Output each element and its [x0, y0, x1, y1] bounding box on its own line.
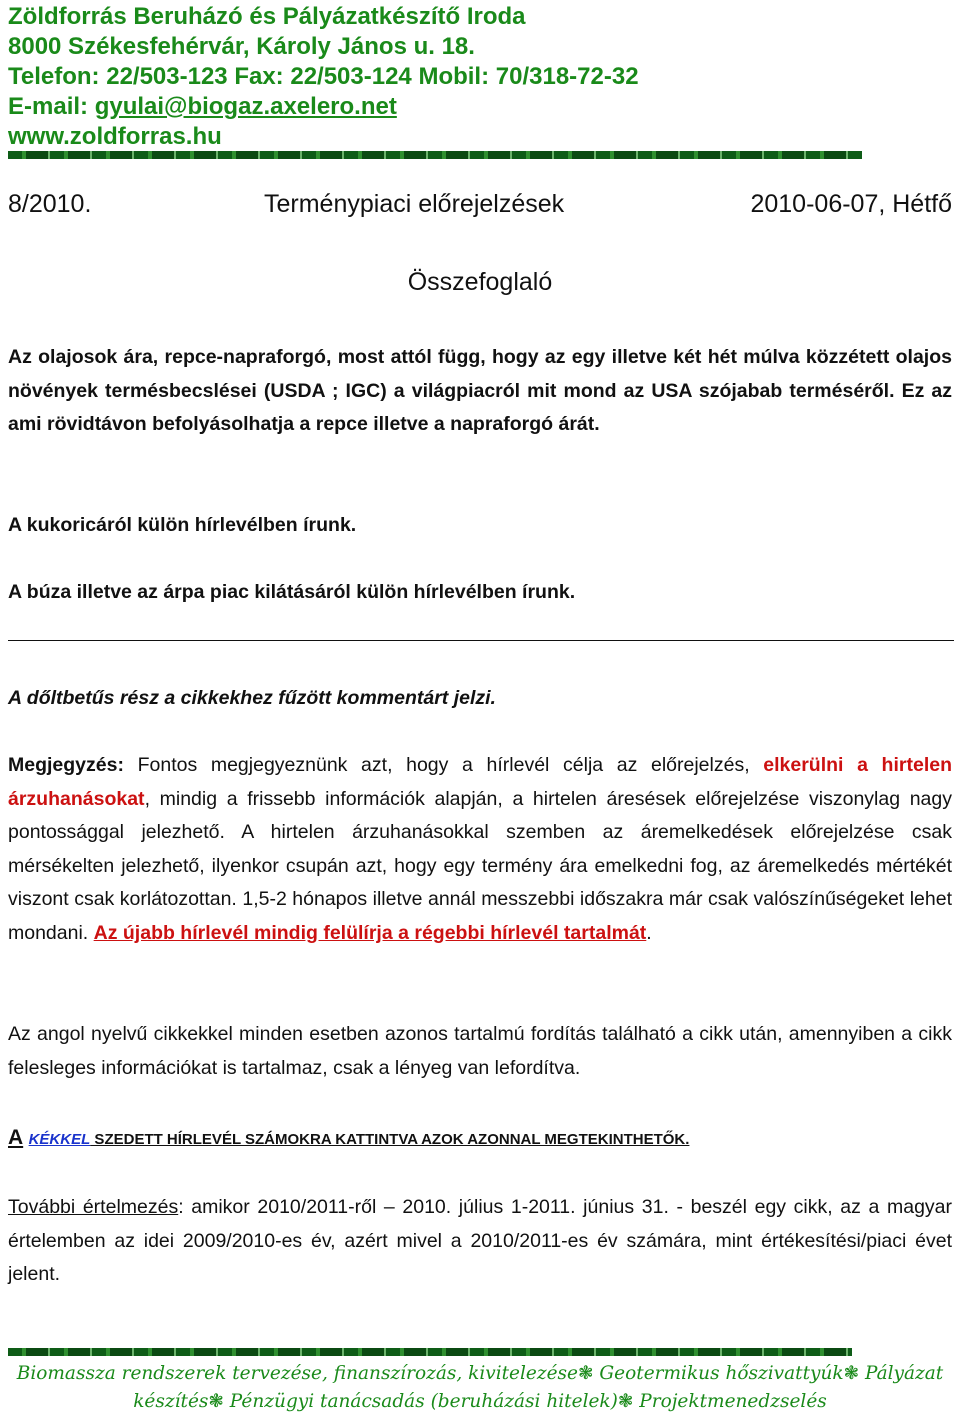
org-website[interactable]: www.zoldforras.hu — [8, 123, 222, 150]
note-label: Megjegyzés: — [8, 754, 124, 776]
interpretation-paragraph — [8, 1191, 952, 1292]
footer-service-finance: Pénzügyi tanácsadás (beruházási hitelek) — [223, 1391, 618, 1412]
instruction-a: A — [8, 1126, 24, 1149]
email-label: E-mail: — [8, 93, 95, 120]
flower-icon: ❃ — [617, 1391, 634, 1412]
summary-heading: Összefoglaló — [407, 268, 553, 296]
footer-line-2 — [0, 1388, 960, 1416]
footer-line-1 — [0, 1360, 960, 1388]
issue-date: 2010-06-07, Hétfő — [750, 190, 952, 218]
org-phone: Telefon: 22/503-123 Fax: 22/503-124 Mobil: 70/318-72-32 — [8, 63, 639, 90]
instruction-blue-word: KÉKKEL — [28, 1131, 91, 1148]
org-email-line — [8, 92, 908, 122]
interpretation-label: További értelmezés — [8, 1196, 179, 1218]
footer-service-biomass: Biomassza rendszerek tervezése, finanszírozás, kivitelezése — [16, 1363, 578, 1384]
interpretation-text: : amikor 2010/2011-ről – 2010. július 1-2011. június 31. - beszél egy cikk, az a magyar értelemben az idei 2009/2010-es év, azért mivel a 2010/2011-es év számára, mint értékesítési/piaci évet jelent. — [8, 1196, 953, 1286]
horizontal-rule — [8, 640, 954, 641]
footer-service-geothermal: Geotermikus hőszivattyúk — [593, 1363, 844, 1384]
footer-services — [0, 1360, 960, 1416]
note-end: . — [646, 921, 652, 944]
email-link[interactable]: gyulai@biogaz.axelero.net — [94, 93, 397, 120]
footer-service-tender-cont: készítés — [133, 1391, 209, 1412]
flower-icon: ❃ — [208, 1391, 224, 1412]
note-highlight-price-drop: elkerülni a hirtelen árzuhanásokat — [8, 754, 952, 810]
note-text-1: Fontos megjegyeznünk azt, hogy a hírlevél célja az előrejelzés, — [123, 754, 764, 776]
footer-service-tender: Pályázat — [859, 1363, 944, 1384]
blue-links-instruction — [8, 1121, 952, 1157]
org-address: 8000 Székesfehérvár, Károly János u. 18. — [8, 33, 475, 60]
summary-paragraph-wheat: A búza illetve az árpa piac kilátásáról külön hírlevélben írunk. — [8, 581, 576, 603]
summary-paragraph-oilseeds: Az olajosok ára, repce-napraforgó, most attól függ, hogy az egy illetve két hét múlva közzétett olajos növények termésbecslései (USDA ; IGC) a világpiacról mit mond az USA szójabab terméséről. Ez az ami rövidtávon befolyásolhatja a repce illetve a napraforgó árát. — [8, 346, 952, 436]
summary-paragraph-corn: A kukoricáról külön hírlevélben írunk. — [8, 514, 357, 536]
footer-service-pm: Projektmenedzselés — [633, 1391, 827, 1412]
flower-icon: ❃ — [578, 1363, 594, 1384]
note-highlight-override: Az újabb hírlevél mindig felülírja a régebbi hírlevél tartalmát — [93, 921, 647, 944]
org-name: Zöldforrás Beruházó és Pályázatkészítő Iroda — [8, 3, 526, 30]
note-text-2: , mindig a frissebb információk alapján, a hirtelen áresések előrejelzése viszonylag nagy pontossággal jelezhető. A hirtelen árzuhanásokkal szemben az áremelkedések előrejelzése csak mérsékelten jelezhető, ilyenkor csupán azt, hogy egy termény ára emelkedni fog, az áremelkedés mértékét viszont csak korlátozottan. 1,5-2 hónapos illetve annál messzebbi időszakra már csak valószínűségeket lehet mondani. — [8, 787, 952, 944]
footer-grass-divider — [8, 1348, 852, 1356]
newsletter-title: Terménypiaci előrejelzések — [264, 190, 565, 218]
issue-number: 8/2010. — [8, 190, 92, 218]
flower-icon: ❃ — [843, 1363, 860, 1384]
italic-legend-note: A dőltbetűs rész a cikkekhez fűzött kommentárt jelzi. — [8, 687, 496, 709]
letterhead — [8, 2, 908, 152]
instruction-rest: SZEDETT HÍRLEVÉL SZÁMOKRA KATTINTVA AZOK AZONNAL MEGTEKINTHETŐK. — [90, 1131, 690, 1148]
header-grass-divider — [8, 151, 862, 159]
note-paragraph — [8, 749, 952, 951]
title-row — [8, 188, 952, 220]
translation-paragraph: Az angol nyelvű cikkekkel minden esetben azonos tartalmú fordítás található a cikk után, amennyiben a cikk felesleges információkat is tartalmaz, csak a lényeg van lefordítva. — [8, 1023, 952, 1079]
